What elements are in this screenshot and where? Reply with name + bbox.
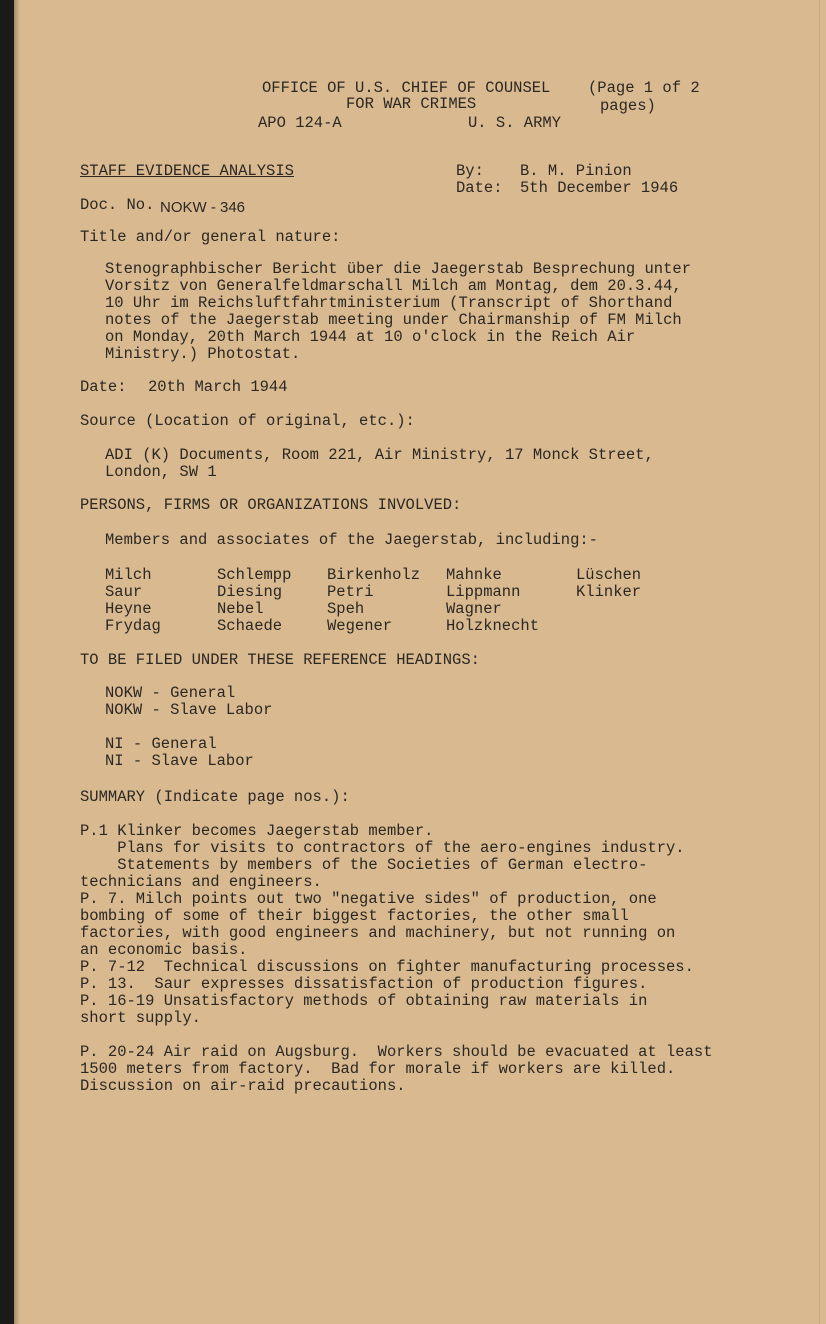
summary-line: 1500 meters from factory. Bad for morale if workers are killed. xyxy=(80,1060,676,1078)
source-line: ADI (K) Documents, Room 221, Air Ministry, 17 Monck Street, xyxy=(105,446,654,464)
person-name: Mahnke xyxy=(446,566,502,584)
analysis-title: STAFF EVIDENCE ANALYSIS xyxy=(80,162,294,180)
reference-item: NI - General xyxy=(105,735,217,753)
summary-line: P.1 Klinker becomes Jaegerstab member. xyxy=(80,822,434,840)
person-name: Heyne xyxy=(105,600,152,618)
doc-date-value: 20th March 1944 xyxy=(148,378,288,396)
title-label: Title and/or general nature: xyxy=(80,228,341,246)
summary-line: P. 7. Milch points out two "negative sides" of production, one xyxy=(80,890,657,908)
persons-label: PERSONS, FIRMS OR ORGANIZATIONS INVOLVED: xyxy=(80,496,462,514)
person-name: Birkenholz xyxy=(327,566,421,584)
war-crimes-line: FOR WAR CRIMES xyxy=(346,95,477,113)
person-name: Schlempp xyxy=(217,566,292,584)
person-name: Petri xyxy=(327,583,374,601)
reference-item: NOKW - Slave Labor xyxy=(105,701,273,719)
summary-line: Discussion on air-raid precautions. xyxy=(80,1077,406,1095)
office-line: OFFICE OF U.S. CHIEF OF COUNSEL xyxy=(262,79,551,97)
summary-line: Statements by members of the Societies of German electro- xyxy=(80,856,648,874)
summary-line: short supply. xyxy=(80,1009,201,1027)
person-name: Saur xyxy=(105,583,143,601)
summary-line: P. 13. Saur expresses dissatisfaction of production figures. xyxy=(80,975,648,993)
person-name: Nebel xyxy=(217,600,264,618)
summary-line: Plans for visits to contractors of the aero-engines industry. xyxy=(80,839,685,857)
summary-line: an economic basis. xyxy=(80,941,248,959)
doc-no-label: Doc. No. xyxy=(80,196,155,214)
reference-item: NI - Slave Labor xyxy=(105,752,254,770)
source-line: London, SW 1 xyxy=(105,463,217,481)
document-page xyxy=(14,0,826,1324)
by-value: B. M. Pinion xyxy=(520,162,632,180)
summary-line: technicians and engineers. xyxy=(80,873,322,891)
person-name: Milch xyxy=(105,566,152,584)
person-name: Frydag xyxy=(105,617,161,635)
title-line: Stenographbischer Bericht über die Jaegerstab Besprechung unter xyxy=(105,260,691,278)
person-name: Klinker xyxy=(576,583,642,601)
person-name: Holzknecht xyxy=(446,617,540,635)
person-name: Lüschen xyxy=(576,566,642,584)
doc-no-value: NOKW - 346 xyxy=(160,199,246,216)
persons-intro: Members and associates of the Jaegerstab, including:- xyxy=(105,531,598,549)
reference-item: NOKW - General xyxy=(105,684,236,702)
person-name: Wagner xyxy=(446,600,502,618)
summary-line: P. 16-19 Unsatisfactory methods of obtaining raw materials in xyxy=(80,992,648,1010)
summary-line: P. 7-12 Technical discussions on fighter manufacturing processes. xyxy=(80,958,694,976)
title-line: notes of the Jaegerstab meeting under Chairmanship of FM Milch xyxy=(105,311,682,329)
title-line: 10 Uhr im Reichsluftfahrtministerium (Transcript of Shorthand xyxy=(105,294,673,312)
summary-line: bombing of some of their biggest factories, the other small xyxy=(80,907,629,925)
summary-line: P. 20-24 Air raid on Augsburg. Workers should be evacuated at least xyxy=(80,1043,713,1061)
doc-date-label: Date: xyxy=(80,378,127,396)
apo-line: APO 124-A xyxy=(258,114,342,132)
summary-label: SUMMARY (Indicate page nos.): xyxy=(80,788,350,806)
army-line: U. S. ARMY xyxy=(468,114,562,132)
person-name: Diesing xyxy=(217,583,283,601)
person-name: Wegener xyxy=(327,617,393,635)
title-line: on Monday, 20th March 1944 at 10 o'clock in the Reich Air xyxy=(105,328,636,346)
by-label: By: xyxy=(456,162,484,180)
date-value: 5th December 1946 xyxy=(520,179,679,197)
page-note-line-2: pages) xyxy=(600,97,656,115)
person-name: Schaede xyxy=(217,617,283,635)
title-line: Ministry.) Photostat. xyxy=(105,345,301,363)
title-line: Vorsitz von Generalfeldmarschall Milch am Montag, dem 20.3.44, xyxy=(105,277,682,295)
summary-line: factories, with good engineers and machinery, but not running on xyxy=(80,924,676,942)
person-name: Lippmann xyxy=(446,583,521,601)
page-note-line-1: (Page 1 of 2 xyxy=(588,79,700,97)
date-label: Date: xyxy=(456,179,503,197)
source-label: Source (Location of original, etc.): xyxy=(80,412,415,430)
page-edge xyxy=(819,0,820,1324)
reference-label: TO BE FILED UNDER THESE REFERENCE HEADINGS: xyxy=(80,651,480,669)
person-name: Speh xyxy=(327,600,365,618)
